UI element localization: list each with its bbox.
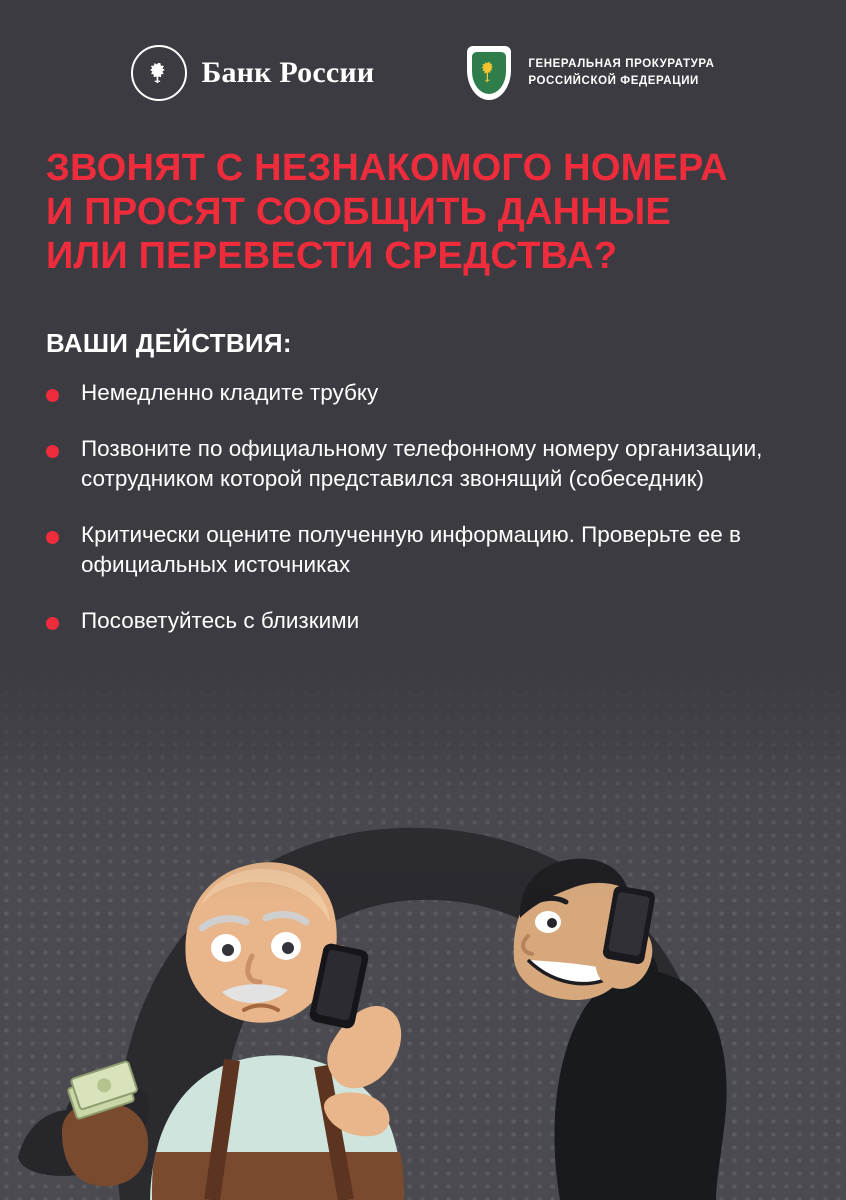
list-item	[46, 520, 806, 580]
list-item	[46, 434, 806, 494]
list-item	[46, 378, 806, 408]
illustration-fade	[0, 660, 846, 1200]
bullet-icon	[46, 389, 59, 402]
illustration	[0, 660, 846, 1200]
prosecutor-shield-emblem-icon	[464, 44, 514, 102]
prosecutor-general-logo	[464, 44, 714, 102]
action-text: Посоветуйтесь с близкими	[81, 607, 360, 633]
action-text: Немедленно кладите трубку	[81, 380, 379, 405]
bullet-icon	[46, 445, 59, 458]
action-text: Критически оцените полученную информацию. Проверьте ее в официальных источниках	[81, 521, 742, 577]
bullet-icon	[46, 617, 59, 630]
bullet-icon	[46, 531, 59, 544]
prosecutor-general-name	[528, 56, 714, 89]
headline	[46, 146, 806, 278]
headline-line-3: ИЛИ ПЕРЕВЕСТИ СРЕДСТВА?	[46, 235, 618, 278]
actions-list	[46, 378, 806, 662]
action-text: Позвоните по официальному телефонному номеру организации, сотрудником которой представился звонящий (собеседник)	[81, 435, 763, 491]
headline-line-1: ЗВОНЯТ С НЕЗНАКОМОГО НОМЕРА	[46, 147, 728, 189]
list-item	[46, 606, 806, 636]
bank-of-russia-logo	[131, 45, 374, 101]
actions-subtitle: ВАШИ ДЕЙСТВИЯ:	[46, 328, 292, 358]
double-headed-eagle-icon	[131, 45, 187, 101]
bank-of-russia-name: Банк России	[201, 56, 375, 89]
headline-line-2: И ПРОСЯТ СООБЩИТЬ ДАННЫЕ	[46, 191, 671, 234]
prosecutor-name-line1: ГЕНЕРАЛЬНАЯ ПРОКУРАТУРА	[528, 58, 715, 71]
prosecutor-name-line2: РОССИЙСКОЙ ФЕДЕРАЦИИ	[528, 75, 699, 87]
header-logos	[0, 38, 846, 108]
